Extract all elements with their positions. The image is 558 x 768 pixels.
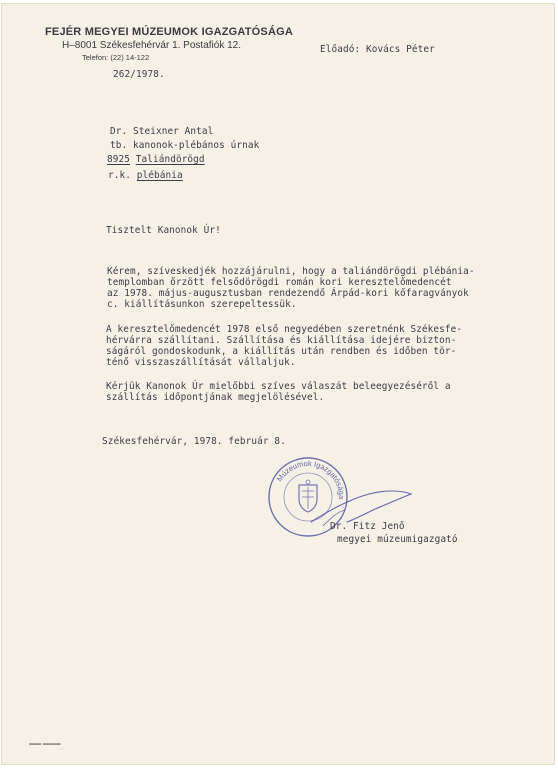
letter-page bbox=[2, 4, 554, 764]
paragraph2-line: ságáról gondoskodunk, a kiállítás után rendben és időben tör- bbox=[106, 346, 457, 357]
printer-mark: ▬▬ ▬▬▬ bbox=[29, 741, 61, 747]
recipient-town: Taliándörögd bbox=[135, 154, 205, 165]
paragraph3-line: szállítás időpontjának megjelölésével. bbox=[106, 392, 325, 403]
recipient-parish-prefix: r.k. bbox=[108, 170, 131, 181]
paragraph2-line: A keresztelőmedencét 1978 első negyedében szeretnénk Székesfe- bbox=[106, 324, 463, 335]
letterhead-address: H–8001 Székesfehérvár 1. Postafiók 12. bbox=[62, 40, 241, 51]
recipient-title: tb. kanonok-plébános úrnak bbox=[110, 140, 260, 151]
paragraph1-line: Kérem, szíveskedjék hozzájárulni, hogy a taliándörögdi plébánia- bbox=[107, 266, 475, 277]
letterhead-phone: Telefon: (22) 14-122 bbox=[82, 53, 150, 62]
date-line: Székesfehérvár, 1978. február 8. bbox=[102, 436, 286, 447]
paragraph2-line: hérvárra szállítani. Szállítása és kiállítása idejére bizton- bbox=[106, 335, 457, 346]
paragraph3-line: Kérjük Kanonok Úr mielőbbi szíves válaszát beleegyezéséről a bbox=[106, 381, 451, 392]
paragraph1-line: c. kiállításunkon szerepeltessük. bbox=[107, 299, 297, 310]
recipient-postcode: 8925 bbox=[107, 154, 130, 165]
reference-number: 262/1978. bbox=[113, 69, 165, 80]
signatory-title: megyei múzeumigazgató bbox=[337, 534, 458, 545]
paragraph2-line: ténő visszaszállítását vállaljuk. bbox=[106, 357, 296, 368]
paragraph1-line: az 1978. május-augusztusban rendezendő Árpád-kori kőfaragványok bbox=[107, 288, 469, 299]
signatory-name: Dr. Fitz Jenő bbox=[330, 521, 405, 532]
salutation: Tisztelt Kanonok Úr! bbox=[106, 225, 221, 236]
recipient-name: Dr. Steixner Antal bbox=[110, 126, 214, 137]
letterhead-title: FEJÉR MEGYEI MÚZEUMOK IGAZGATÓSÁGA bbox=[45, 26, 293, 38]
recipient-parish-line bbox=[108, 170, 183, 181]
stamp-text: Múzeumok Igazgatósága bbox=[274, 458, 347, 500]
case-officer: Előadó: Kovács Péter bbox=[320, 44, 435, 55]
paragraph1-line: templomban őrzött felsődörögdi román kori keresztelőmedencét bbox=[107, 277, 452, 288]
recipient-address bbox=[107, 154, 205, 165]
recipient-parish: plébánia bbox=[136, 170, 183, 181]
